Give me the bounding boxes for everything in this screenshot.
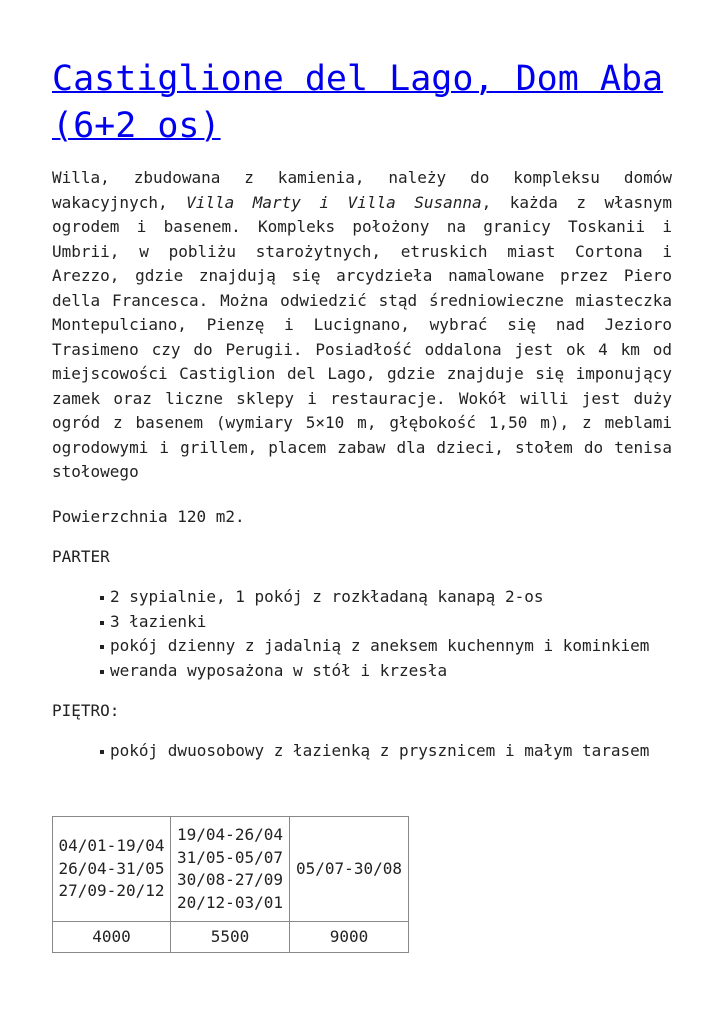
area-text: Powierzchnia 120 m2.	[52, 507, 245, 526]
price-cell-1: 4000	[53, 922, 171, 953]
periods-cell-2	[171, 817, 290, 922]
first-floor-list	[96, 739, 649, 764]
list-item: 3 łazienki	[96, 610, 649, 635]
periods-cell-1	[53, 817, 171, 922]
villa-name-1: Villa Marty	[186, 192, 301, 212]
price-cell-3: 9000	[290, 922, 409, 953]
period-date-range: 19/04-26/04	[177, 825, 283, 844]
intro-text-1: Willa, zbudowana z kamienia, należy do kompleksu domów wakacyjnych,	[52, 168, 672, 212]
period-date-range: 04/01-19/04	[58, 836, 165, 856]
price-table-periods-row	[53, 817, 409, 922]
list-item: 2 sypialnie, 1 pokój z rozkładaną kanapą 2-os	[96, 585, 649, 610]
period-date-range: 26/04-31/05	[58, 858, 165, 878]
list-item: pokój dwuosobowy z łazienką z prysznicem i małym tarasem	[96, 739, 649, 764]
list-item: pokój dzienny z jadalnią z aneksem kuchennym i kominkiem	[96, 634, 649, 659]
period-date-range: 30/08-27/09	[177, 870, 283, 889]
list-item: weranda wyposażona w stół i krzesła	[96, 659, 649, 684]
price-cell-2: 5500	[171, 922, 290, 953]
period-date-range: 20/12-03/01	[177, 892, 283, 912]
ground-floor-list	[96, 585, 649, 683]
period-date-range: 31/05-05/07	[177, 847, 283, 867]
intro-conjunction: i	[300, 192, 348, 212]
intro-paragraph	[52, 166, 672, 485]
ground-floor-heading: PARTER	[52, 547, 110, 566]
villa-name-2: Villa Susanna	[347, 192, 482, 212]
period-date-range: 27/09-20/12	[58, 881, 165, 901]
price-table-amounts-row	[53, 922, 409, 953]
period-date-range: 05/07-30/08	[296, 858, 402, 878]
first-floor-heading: PIĘTRO:	[52, 701, 120, 720]
title-link[interactable]: Castiglione del Lago, Dom Aba (6+2 os)	[52, 59, 664, 146]
periods-cell-3	[290, 817, 409, 922]
intro-text-2: , każda z własnym ogrodem i basenem. Kompleks położony na granicy Toskanii i Umbrii, w pobliżu starożytnych, etruskich miast Cortona i Arezzo, gdzie znajdują się arcydzieła namalowane przez Piero della Francesca. Można odwiedzić stąd średniowieczne miasteczka Montepulciano, Pienzę i Lucignano, wybrać się nad Jezioro Trasimeno czy do Perugii. Posiadłość oddalona jest ok 4 km od miejscowości Castiglion del Lago, gdzie znajduje się imponujący zamek oraz liczne sklepy i restauracje. Wokół willi jest duży ogród z basenem (wymiary 5×10 m, głębokość 1,50 m), z meblami ogrodowymi i grillem, placem zabaw dla dzieci, stołem do tenisa stołowego	[52, 192, 672, 481]
price-table	[52, 816, 409, 953]
page-title	[52, 56, 682, 150]
